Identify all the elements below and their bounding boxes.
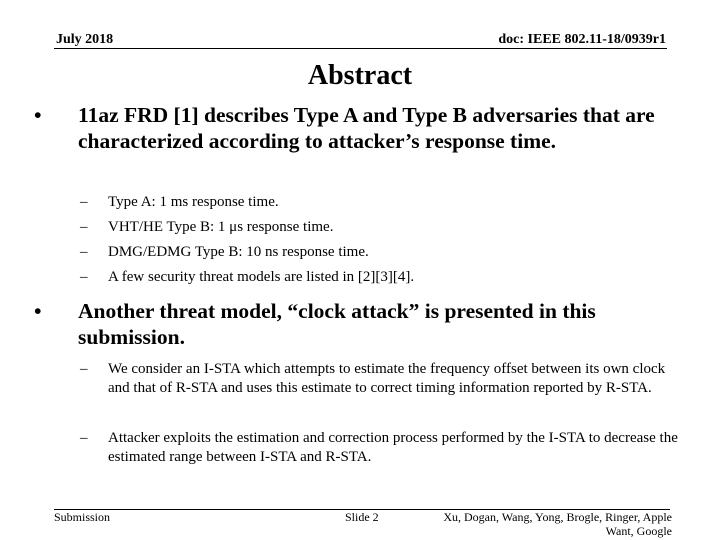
sub-bullet-marker: – — [80, 361, 88, 377]
sub-bullet-text: Attacker exploits the estimation and correction process performed by the I-STA to decrease the estimated range between I-STA and R-STA. — [108, 430, 678, 465]
header-divider — [54, 48, 667, 49]
header-date: July 2018 — [56, 32, 114, 47]
bullet-text: Another threat model, “clock attack” is presented in this submission. — [78, 299, 596, 349]
header-doc-number: doc: IEEE 802.11-18/0939r1 — [498, 32, 666, 47]
sub-bullet-item — [80, 243, 680, 262]
slide-title: Abstract — [307, 60, 413, 91]
sub-bullet-item — [80, 429, 680, 466]
bullet-item — [34, 298, 680, 350]
sub-bullet-item — [80, 360, 680, 397]
bullet-item — [34, 102, 680, 154]
footer-slide-number: Slide 2 — [345, 510, 379, 524]
sub-bullet-text: We consider an I-STA which attempts to estimate the frequency offset between its own clock and that of R-STA and uses this estimate to correct timing information reported by R-STA. — [108, 361, 666, 396]
sub-bullet-item — [80, 268, 680, 287]
sub-bullet-text: A few security threat models are listed in [2][3][4]. — [108, 269, 415, 285]
sub-bullet-text: DMG/EDMG Type B: 10 ns response time. — [108, 244, 369, 260]
sub-bullet-marker: – — [80, 219, 88, 235]
sub-bullet-text: Type A: 1 ms response time. — [108, 194, 279, 210]
footer-submission: Submission — [54, 510, 111, 524]
bullet-text: 11az FRD [1] describes Type A and Type B adversaries that are characterized according to attacker’s response time. — [78, 103, 655, 153]
sub-bullet-marker: – — [80, 244, 88, 260]
sub-bullet-item — [80, 193, 680, 212]
sub-bullet-item — [80, 218, 680, 237]
bullet-marker: • — [34, 103, 42, 127]
footer-authors: Xu, Dogan, Wang, Yong, Brogle, Ringer, Apple Want, Google — [443, 510, 672, 538]
sub-bullet-marker: – — [80, 194, 88, 210]
sub-bullet-marker: – — [80, 430, 88, 446]
sub-bullet-text: VHT/HE Type B: 1 μs response time. — [108, 219, 334, 235]
sub-bullet-marker: – — [80, 269, 88, 285]
bullet-marker: • — [34, 299, 42, 323]
